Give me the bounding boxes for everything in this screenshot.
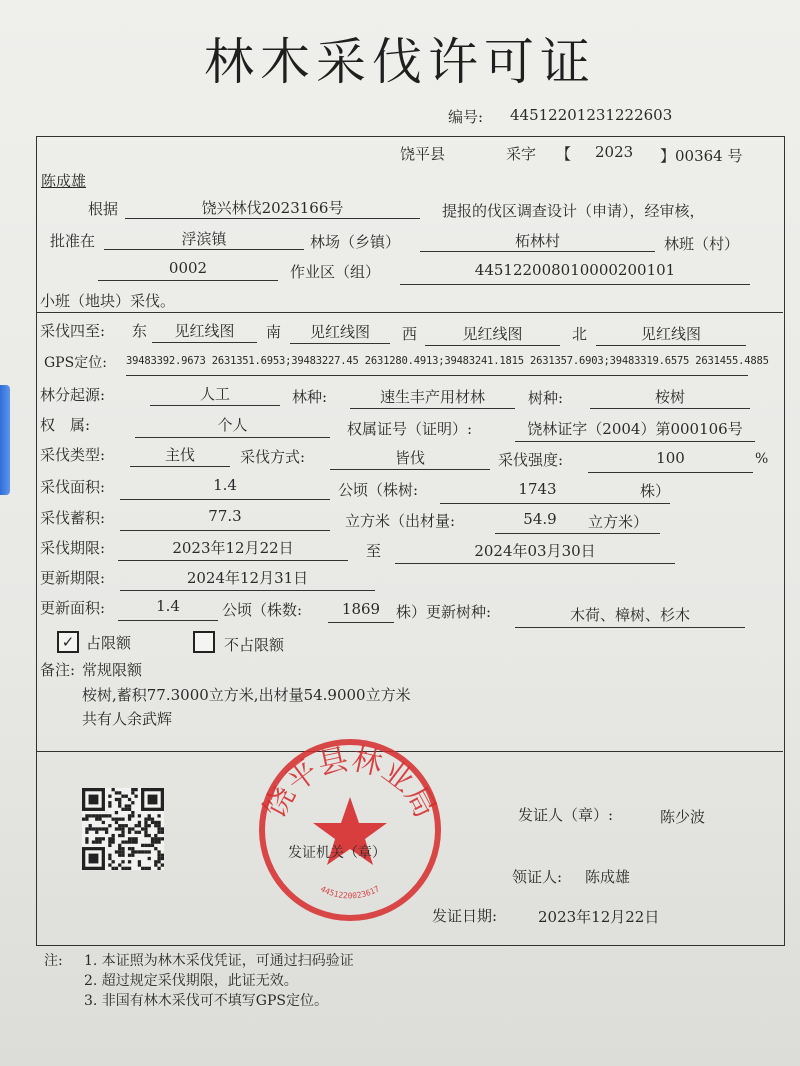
south-value: 见红线图 <box>309 323 370 341</box>
quota-no-label: 不占限额 <box>224 636 285 654</box>
notes-label: 备注: <box>40 661 76 679</box>
volume-label: 采伐蓄积: <box>40 509 106 527</box>
renew-area: 1.4 <box>156 597 180 615</box>
renew-species-label: 株）更新树种: <box>396 603 492 621</box>
underline <box>120 530 330 531</box>
east-label: 东 <box>132 322 148 340</box>
issuer-name: 陈少波 <box>660 808 706 826</box>
approve-label: 批准在 <box>50 232 96 250</box>
seal-text: 饶平县林业局 <box>257 742 443 824</box>
sub-plot-label: 小班（地块）采伐。 <box>40 292 176 310</box>
basis-value: 饶兴林伐2023166号 <box>201 199 344 217</box>
permit-number: 】00364 号 <box>660 147 743 165</box>
cut-method-value: 皆伐 <box>394 449 425 467</box>
underline <box>515 627 745 628</box>
cut-method-label: 采伐方式: <box>240 448 306 466</box>
plot-code: 445122008010000200101 <box>474 261 676 279</box>
cert-label: 权属证号（证明）: <box>347 420 473 438</box>
east-value: 见红线图 <box>174 322 235 340</box>
forest-farm-label: 林场（乡镇） <box>310 233 401 251</box>
gps-label: GPS定位: <box>44 355 107 371</box>
footnote-3: 3. 非国有林木采伐可不填写GPS定位。 <box>84 993 329 1009</box>
underline <box>150 405 280 406</box>
cut-type-label: 采伐类型: <box>40 446 106 464</box>
ownership-label: 权 属: <box>40 416 91 434</box>
tree-species-label: 树种: <box>528 389 564 407</box>
yield-unit: 立方米） <box>588 513 649 531</box>
origin-label: 林分起源: <box>40 386 106 404</box>
underline <box>588 472 753 473</box>
volume-value: 77.3 <box>208 507 242 525</box>
underline <box>330 469 490 470</box>
north-value: 见红线图 <box>640 325 701 343</box>
underline <box>395 563 675 564</box>
north-label: 北 <box>572 325 588 343</box>
quota-no-checkbox[interactable] <box>193 631 215 653</box>
intensity-label: 采伐强度: <box>498 451 564 469</box>
renew-trees: 1869 <box>341 600 381 618</box>
underline <box>104 249 304 250</box>
receiver-name: 陈成雄 <box>585 868 631 886</box>
underline <box>98 280 278 281</box>
underline <box>350 408 515 409</box>
cert-value: 饶林证字（2004）第000106号 <box>527 420 743 438</box>
permit-year: 2023 <box>595 143 634 161</box>
notes-line-1: 常规限额 <box>82 661 143 679</box>
underline <box>596 345 746 346</box>
serial-number: 44512201231222603 <box>510 106 673 124</box>
tree-species-value: 桉树 <box>654 388 685 406</box>
serial-label: 编号: <box>448 108 484 126</box>
underline <box>125 218 420 219</box>
footnote-2: 2. 超过规定采伐期限，此证无效。 <box>84 973 298 989</box>
underline <box>135 437 330 438</box>
footnote-1: 1. 本证照为林木采伐凭证，可通过扫码验证 <box>84 953 354 969</box>
forest-class-label: 林班（村） <box>664 235 740 253</box>
issue-date: 2023年12月22日 <box>538 908 660 926</box>
county: 饶平县 <box>400 145 446 163</box>
bracket-open: 【 <box>556 145 572 163</box>
quota-yes-label: 占限额 <box>86 634 132 652</box>
underline <box>440 503 670 504</box>
qr-code[interactable] <box>82 788 164 870</box>
work-area-no: 0002 <box>168 259 208 277</box>
period-end: 2024年03月30日 <box>474 542 596 560</box>
basis-text: 提报的伐区调查设计（申请），经审核， <box>442 202 705 220</box>
footnote-label: 注: <box>44 953 63 969</box>
underline <box>328 622 394 623</box>
issuer-label: 发证人（章）: <box>518 806 614 824</box>
section-divider <box>36 312 783 313</box>
trees-value: 1743 <box>518 480 557 498</box>
west-value: 见红线图 <box>462 325 523 343</box>
underline <box>120 499 330 500</box>
ownership-value: 个人 <box>217 416 248 434</box>
yield-value: 54.9 <box>523 510 557 528</box>
period-to: 至 <box>366 542 382 560</box>
south-label: 南 <box>266 323 282 341</box>
seal-code: 4451220023617 <box>319 884 381 901</box>
underline <box>152 342 257 343</box>
gps-value: 39483392.9673 2631351.6953;39483227.45 2631280.4913;39483241.1815 2631357.6903;39483319.6575 2631455.4885 <box>126 355 769 367</box>
town-value: 浮滨镇 <box>181 230 227 248</box>
period-start: 2023年12月22日 <box>172 539 294 557</box>
underline <box>126 375 748 376</box>
area-value: 1.4 <box>213 476 237 494</box>
holder-name: 陈成雄 <box>41 172 87 190</box>
village-value: 柘林村 <box>514 232 560 250</box>
svg-text:4451220023617 <box>319 884 381 900</box>
binder-clip <box>0 385 10 495</box>
underline <box>495 533 660 534</box>
renew-area-label: 更新面积: <box>40 599 106 617</box>
basis-label: 根据 <box>88 200 119 218</box>
intensity-value: 100 <box>656 449 685 467</box>
work-area-label: 作业区（组） <box>290 263 381 281</box>
west-label: 西 <box>402 325 418 343</box>
trees-unit: 株） <box>640 482 671 500</box>
origin-value: 人工 <box>199 385 230 403</box>
underline <box>515 441 755 442</box>
area-label: 采伐面积: <box>40 478 106 496</box>
volume-unit-label: 立方米（出材量: <box>345 512 456 530</box>
underline <box>400 284 750 285</box>
notes-line-3: 共有人余武辉 <box>82 710 173 728</box>
underline <box>130 466 230 467</box>
underline <box>420 251 655 252</box>
underline <box>120 590 375 591</box>
underline <box>590 408 750 409</box>
period-label: 采伐期限: <box>40 539 106 557</box>
quota-yes-checkbox[interactable]: ✓ <box>57 631 79 653</box>
boundary-label: 采伐四至: <box>40 322 106 340</box>
receiver-label: 领证人: <box>512 868 563 886</box>
renew-deadline-label: 更新期限: <box>40 569 106 587</box>
renew-trees-label: 公顷（株数: <box>222 601 303 619</box>
renew-deadline: 2024年12月31日 <box>186 569 309 587</box>
renew-species: 木荷、樟树、杉木 <box>569 606 690 624</box>
underline <box>290 343 390 344</box>
forest-type-value: 速生丰产用材林 <box>379 388 485 406</box>
issue-date-label: 发证日期: <box>432 907 498 925</box>
official-seal <box>255 735 445 925</box>
underline <box>425 345 560 346</box>
document-title: 林木采伐许可证 <box>204 33 596 91</box>
notes-line-2: 桉树,蓄积77.3000立方米,出材量54.9000立方米 <box>82 686 411 704</box>
underline <box>118 620 218 621</box>
hectare-trees-label: 公顷（株树: <box>338 481 419 499</box>
authority-label: 发证机关（章） <box>288 845 386 861</box>
cut-type-value: 主伐 <box>164 446 195 464</box>
underline <box>118 560 348 561</box>
intensity-unit: % <box>755 451 769 467</box>
forest-type-label: 林种: <box>292 388 328 406</box>
cai-zi: 采字 <box>506 145 537 163</box>
